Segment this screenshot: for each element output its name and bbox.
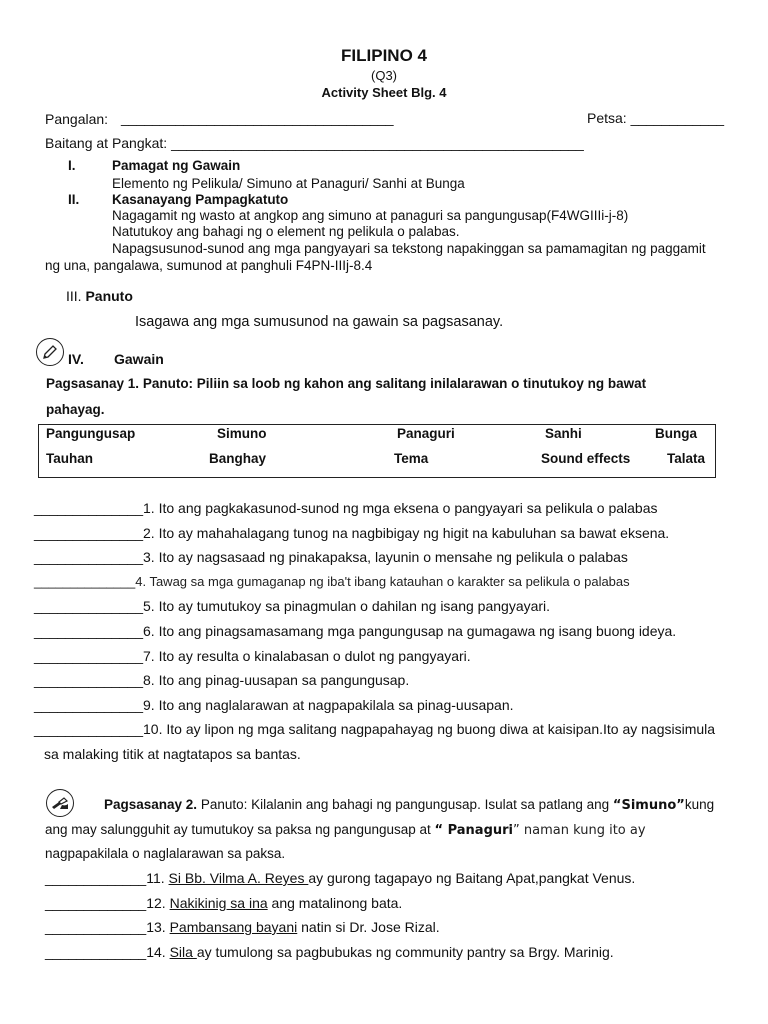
answer-blank[interactable]: ______________ (34, 525, 144, 541)
word-box-item: Sound effects (541, 451, 631, 466)
section-ii-title: Kasanayang Pampagkatuto (112, 192, 289, 207)
list-item: ______________5. Ito ay tumutukoy sa pinagmulan o dahilan ng isang pangyayari. (34, 598, 551, 614)
list-item: ______________10. Ito ay lipon ng mga salitang nagpapahayag ng buong diwa at kaisipan.Ito ay nagsisimula (34, 721, 716, 737)
word-box-item: Banghay (209, 451, 267, 466)
word-box-item: Tema (394, 451, 429, 466)
list-item: ______________7. Ito ay resulta o kinalabasan o dulot ng pangyayari. (34, 648, 471, 664)
exercise2-instruction: Pagsasanay 2. Panuto: Kilalanin ang bahagi ng pangungusap. Isulat sa patlang ang “Simuno”kung (104, 797, 715, 813)
page-title: FILIPINO 4 (341, 46, 427, 65)
word-box-item: Pangungusap (46, 426, 136, 441)
list-item: ______________9. Ito ang naglalarawan at nagpapakilala sa pinag-uusapan. (34, 697, 514, 713)
section-iii-number: III. (66, 288, 82, 304)
answer-blank[interactable]: ______________ (34, 500, 144, 516)
name-field[interactable]: ___________________________________ (121, 110, 394, 126)
quarter-label: (Q3) (371, 68, 397, 83)
answer-blank[interactable]: _____________ (45, 870, 147, 886)
answer-blank[interactable]: _____________ (45, 919, 147, 935)
answer-blank[interactable]: _____________ (45, 944, 147, 960)
list-item: ______________8. Ito ang pinag-uusapan sa pangungusap. (34, 672, 410, 688)
list-item: ______________4. Tawag sa mga gumaganap ng iba't ibang katauhan o karakter sa pelikula o palabas (34, 574, 630, 589)
competency-line-4: ng una, pangalawa, sumunod at panghuli F4PN-IIIj-8.4 (45, 258, 373, 273)
section-iv-number: IV. (68, 351, 84, 367)
answer-blank[interactable]: ______________ (34, 672, 144, 688)
pencil-icon (36, 338, 64, 366)
list-item: ______________6. Ito ang pinagsamasamang mga pangungusap na gumagawa ng isang buong ideya. (34, 623, 677, 639)
list-item: _____________11. Si Bb. Vilma A. Reyes ay gurong tagapayo ng Baitang Apat,pangkat Venus. (45, 870, 636, 886)
section-iii-text: Isagawa ang mga sumusunod na gawain sa pagsasanay. (135, 314, 504, 330)
list-item-continuation: sa malaking titik at nagtatapos sa bantas. (44, 746, 301, 762)
competency-line-1: Nagagamit ng wasto at angkop ang simuno at panaguri sa pangungusap(F4WGIIIi-j-8) (112, 208, 629, 223)
answer-blank[interactable]: ______________ (34, 598, 144, 614)
list-item: _____________14. Sila ay tumulong sa pagbubukas ng community pantry sa Brgy. Marinig. (45, 944, 614, 960)
competency-line-3: Napagsusunod-sunod ang mga pangyayari sa tekstong napakinggan sa pamamagitan ng paggamit (112, 241, 706, 256)
exercise2-instruction-cont: ang may salungguhit ay tumutukoy sa paksa ng pangungusap at “ Panaguri” naman kung ito ay (45, 822, 646, 838)
answer-blank[interactable]: ______________ (34, 623, 144, 639)
section-i-text: Elemento ng Pelikula/ Simuno at Panaguri/ Sanhi at Bunga (112, 176, 465, 191)
list-item: _____________13. Pambansang bayani natin si Dr. Jose Rizal. (45, 919, 440, 935)
answer-blank[interactable]: ______________ (34, 549, 144, 565)
word-box-item: Tauhan (46, 451, 93, 466)
word-box-item: Talata (667, 451, 706, 466)
word-box-item: Bunga (655, 426, 697, 441)
competency-line-2: Natutukoy ang bahagi ng o element ng pelikula o palabas. (112, 224, 460, 239)
exercise2-instruction-line3: nagpapakilala o naglalarawan sa paksa. (45, 846, 286, 861)
name-label: Pangalan: (45, 111, 109, 127)
exercise1-instruction: Pagsasanay 1. Panuto: Piliin sa loob ng kahon ang salitang inilalarawan o tinutukoy ng bawat (46, 376, 647, 391)
word-box-item: Simuno (217, 426, 267, 441)
list-item: _____________12. Nakikinig sa ina ang matalinong bata. (45, 895, 403, 911)
answer-blank[interactable]: ______________ (34, 697, 144, 713)
answer-blank[interactable]: ______________ (34, 648, 144, 664)
writing-hand-icon (46, 789, 74, 817)
answer-blank[interactable]: ______________ (34, 721, 144, 737)
date-field[interactable]: Petsa: ____________ (587, 110, 725, 126)
exercise1-instruction-cont: pahayag. (46, 402, 105, 417)
list-item: ______________2. Ito ay mahahalagang tunog na nagbibigay ng higit na kabuluhan sa bawat eksena. (34, 525, 670, 541)
section-ii-number: II. (68, 192, 80, 207)
list-item: ______________3. Ito ay nagsasaad ng pinakapaksa, layunin o mensahe ng pelikula o palabas (34, 549, 628, 565)
answer-blank[interactable]: ______________ (34, 574, 136, 589)
section-iv-title: Gawain (114, 351, 164, 367)
grade-section-field[interactable]: Baitang at Pangkat: _____________________________________________________ (45, 135, 584, 151)
word-box-item: Panaguri (397, 426, 455, 441)
section-i-title: Pamagat ng Gawain (112, 158, 241, 173)
word-box-item: Sanhi (545, 426, 582, 441)
section-i-number: I. (68, 158, 76, 173)
section-iii-title: Panuto (85, 288, 133, 304)
list-item: ______________1. Ito ang pagkakasunod-sunod ng mga eksena o pangyayari sa pelikula o palabas (34, 500, 658, 516)
activity-sheet-label: Activity Sheet Blg. 4 (321, 85, 447, 100)
answer-blank[interactable]: _____________ (45, 895, 147, 911)
